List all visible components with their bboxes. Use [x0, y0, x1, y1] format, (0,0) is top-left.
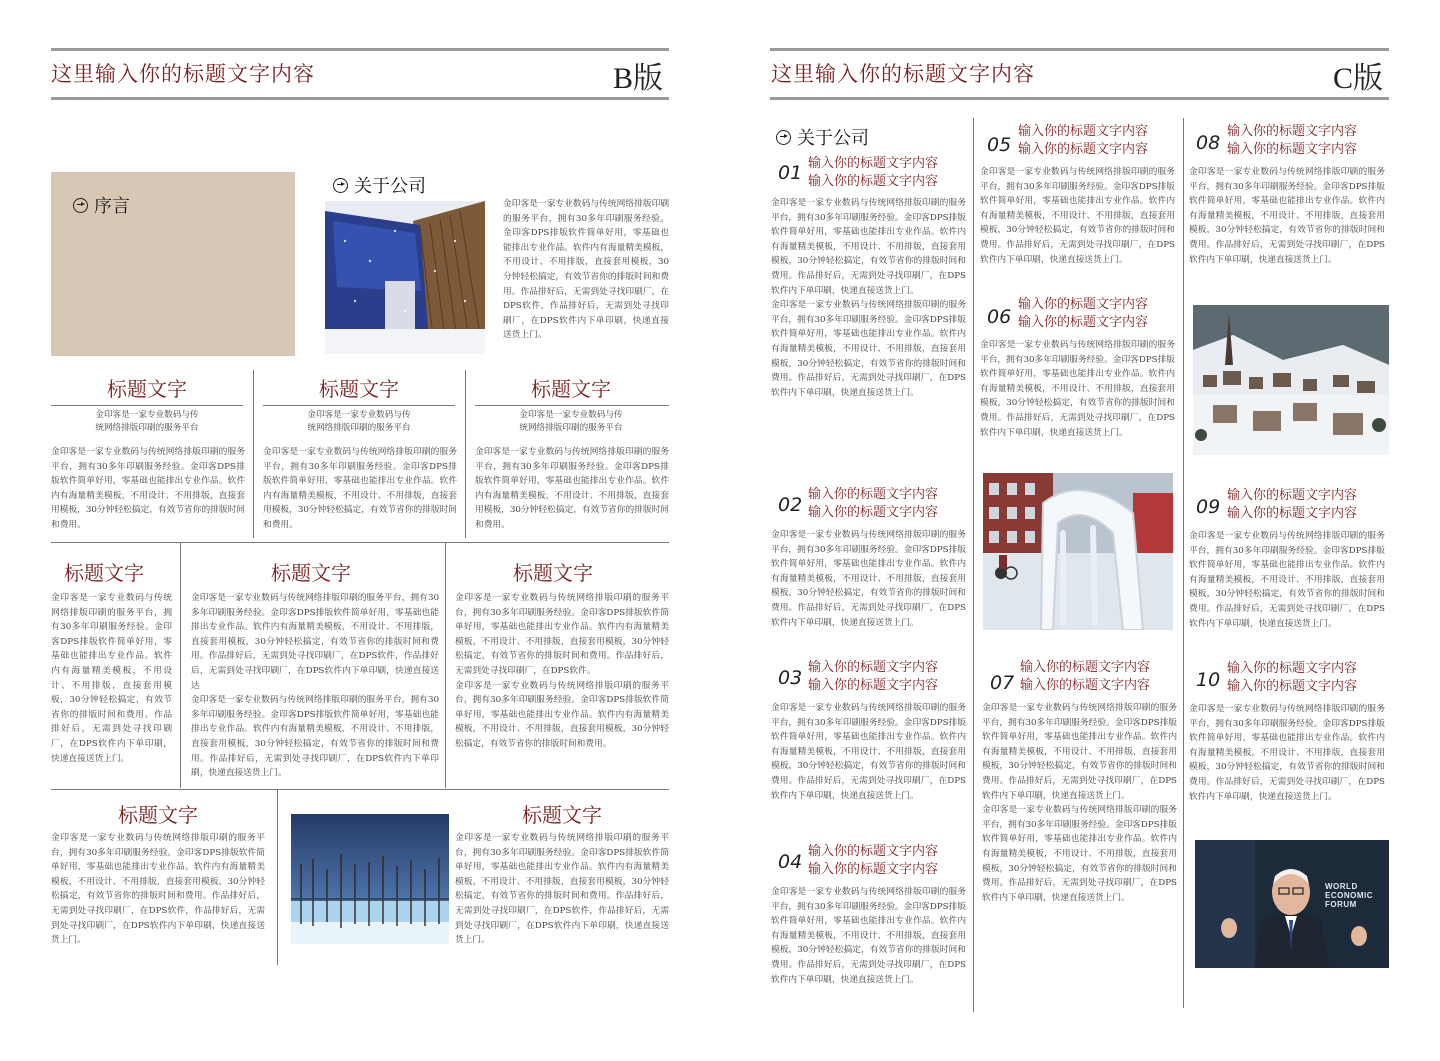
- section-subtitle: 金印客是一家专业数码与传 统网络排版印刷的服务平台: [519, 410, 623, 433]
- section-subtitle: 金印客是一家专业数码与传 统网络排版印刷的服务平台: [307, 410, 411, 433]
- item-number: 06: [987, 306, 1012, 328]
- frozen-street-photo: [983, 473, 1173, 630]
- item-body: 金印客是一家专业数码与传统网络排版印刷的服务平台，拥有30多年印刷服务经验。金印客DPS排版软件简单好用，零基础也能排出专业作品。软件内有海量精美模板，不用设计、不用排版，直接套用模板，30分钟轻松搞定，有效节省你的排版时间和费用。作品排好后，无需到处寻找印刷厂，在DPS软件内下单印刷，快递直接送货上门。 金印客是一家专业数码与传统网络排版印刷的服务平台，拥有30多年印刷服务经验。金印客DPS排版软件简单好用，零基础也能排出专业作品。软件内有海量精美模板，不用设计、不用排版，直接套用模板，30分钟轻松搞定，有效节省你的排版时间和费用。作品排好后，无需到处寻找印刷厂，在DPS软件内下单印刷，快递直接送货上门。: [771, 198, 966, 398]
- item-title-line: 输入你的标题文字内容: [808, 505, 939, 520]
- section-body: 金印客是一家专业数码与传统网络排版印刷的服务平台，拥有30多年印刷服务经验。金印客DPS排版软件简单好用，零基础也能排出专业作品。软件内有海量精美模板，不用设计、不用排版，直接套用模板，30分钟轻松搞定，有效节省你的排版时间和费用。作品排好后，无需到处寻找印刷厂，在DPS软件内下单印刷，快递直接送货上门。: [51, 593, 172, 764]
- item-body: 金印客是一家专业数码与传统网络排版印刷的服务平台，拥有30多年印刷服务经验。金印客DPS排版软件简单好用，零基础也能排出专业作品。软件内有海量精美模板，不用设计、不用排版，直接套用模板，30分钟轻松搞定，有效节省你的排版时间和费用。作品排好后，无需到处寻找印刷厂，在DPS软件内下单印刷，快递直接送货上门。: [1189, 167, 1385, 265]
- item-number: 01: [778, 162, 803, 184]
- item-title-line: 输入你的标题文字内容: [1018, 124, 1149, 139]
- arrow-right-circle-icon: [73, 198, 88, 213]
- forum-sign: WORLD ECONOMIC FORUM: [1325, 882, 1373, 909]
- item-title-line: 输入你的标题文字内容: [808, 862, 939, 877]
- item-title-line: 输入你的标题文字内容: [808, 156, 939, 171]
- preface-heading: [73, 192, 130, 218]
- section-body: 金印客是一家专业数码与传统网络排版印刷的服务平台，拥有30多年印刷服务经验。金印客DPS排版软件简单好用，零基础也能排出专业作品。软件内有海量精美模板，不用设计、不用排版，直接套用模板，30分钟轻松搞定，有效节省你的排版时间和费用。作品排好后，无需到处寻找印刷厂，在DPS软件，作品排好后，无需到处寻找印刷厂，在DPS软件内下单印刷，快递直接送达 金印客是一家专业数码与传统网络排版印刷的服务平台，拥有30多年印刷服务经验。金印客DPS排版软件简单好用，零基础也能排出专业作品。软件内有海量精美模板，不用设计、不用排版，直接套用模板，30分钟轻松搞定，有效节省你的排版时间和费用。作品排好后，无需到处寻找印刷厂，在DPS软件内下单印刷，快递直接送货上门。: [191, 593, 439, 779]
- item-body: 金印客是一家专业数码与传统网络排版印刷的服务平台，拥有30多年印刷服务经验。金印客DPS排版软件简单好用，零基础也能排出专业作品。软件内有海量精美模板，不用设计、不用排版，直接套用模板，30分钟轻松搞定，有效节省你的排版时间和费用。作品排好后，无需到处寻找印刷厂，在DPS软件内下单印刷，快递直接送货上门。: [980, 340, 1175, 438]
- item-title-line: 输入你的标题文字内容: [1018, 297, 1149, 312]
- item-body: 金印客是一家专业数码与传统网络排版印刷的服务平台，拥有30多年印刷服务经验。金印客DPS排版软件简单好用，零基础也能排出专业作品。软件内有海量精美模板，不用设计、不用排版，直接套用模板，30分钟轻松搞定，有效节省你的排版时间和费用。作品排好后，无需到处寻找印刷厂，在DPS软件内下单印刷，快递直接送货上门。: [980, 167, 1175, 265]
- item-body: 金印客是一家专业数码与传统网络排版印刷的服务平台，拥有30多年印刷服务经验。金印客DPS排版软件简单好用，零基础也能排出专业作品。软件内有海量精美模板，不用设计、不用排版，直接套用模板，30分钟轻松搞定，有效节省你的排版时间和费用。作品排好后，无需到处寻找印刷厂，在DPS软件内下单印刷，快递直接送货上门。: [771, 887, 966, 985]
- item-title-line: 输入你的标题文字内容: [1020, 678, 1151, 693]
- section-title: 标题文字: [513, 561, 593, 585]
- item-body: 金印客是一家专业数码与传统网络排版印刷的服务平台，拥有30多年印刷服务经验。金印客DPS排版软件简单好用，零基础也能排出专业作品。软件内有海量精美模板，不用设计、不用排版，直接套用模板，30分钟轻松搞定，有效节省你的排版时间和费用。作品排好后，无需到处寻找印刷厂，在DPS软件内下单印刷，快递直接送货上门。: [1189, 704, 1385, 802]
- divider: [180, 543, 181, 788]
- section-title: 标题文字: [271, 561, 351, 585]
- about-heading: [333, 172, 426, 198]
- item-body: 金印客是一家专业数码与传统网络排版印刷的服务平台，拥有30多年印刷服务经验。金印客DPS排版软件简单好用，零基础也能排出专业作品。软件内有海量精美模板，不用设计、不用排版，直接套用模板，30分钟轻松搞定，有效节省你的排版时间和费用。作品排好后，无需到处寻找印刷厂，在DPS软件内下单印刷，快递直接送货上门。 金印客是一家专业数码与传统网络排版印刷的服务平台，拥有30多年印刷服务经验。金印客DPS排版软件简单好用，零基础也能排出专业作品。软件内有海量精美模板，不用设计、不用排版，直接套用模板，30分钟轻松搞定，有效节省你的排版时间和费用。作品排好后，无需到处寻找印刷厂，在DPS软件内下单印刷，快递直接送货上门。: [982, 703, 1177, 903]
- item-title-line: 输入你的标题文字内容: [1227, 506, 1358, 521]
- section-title: 标题文字: [118, 803, 198, 827]
- divider: [475, 405, 669, 406]
- divider: [253, 370, 254, 538]
- section-body: 金印客是一家专业数码与传统网络排版印刷的服务平台，拥有30多年印刷服务经验。金印客DPS排版软件简单好用，零基础也能排出专业作品。软件内有海量精美模板，不用设计、不用排版，直接套用模板，30分钟轻松搞定，有效节省你的排版时间和费用。: [263, 447, 457, 530]
- section-subtitle: 金印客是一家专业数码与传 统网络排版印刷的服务平台: [95, 410, 199, 433]
- item-title-line: 输入你的标题文字内容: [1227, 679, 1358, 694]
- divider: [263, 405, 455, 406]
- divider: [465, 370, 466, 538]
- item-number: 09: [1196, 496, 1221, 518]
- left-header-rule: [51, 97, 669, 100]
- section-title: 标题文字: [522, 803, 602, 827]
- item-title-line: 输入你的标题文字内容: [1227, 142, 1358, 157]
- building-snow-photo: [325, 201, 485, 354]
- section-title: 标题文字: [64, 561, 144, 585]
- about-body: 金印客是一家专业数码与传统网络排版印刷的服务平台，拥有30多年印刷服务经验。金印客DPS排版软件简单好用，零基础也能排出专业作品。软件内有海量精美模板，不用设计、不用排版，直接套用模板，30分钟轻松搞定，有效节省你的排版时间和费用。作品排好后，无需到处寻找印刷厂，在DPS软件，作品排好后，无需到处寻找印刷厂，在DPS软件内下单印刷，快递直接送货上门。: [503, 199, 669, 341]
- right-page-mark: C版: [1333, 62, 1384, 95]
- section-body: 金印客是一家专业数码与传统网络排版印刷的服务平台，拥有30多年印刷服务经验。金印客DPS排版软件简单好用，零基础也能排出专业作品。软件内有海量精美模板，不用设计、不用排版，直接套用模板，30分钟轻松搞定，有效节省你的排版时间和费用。作品排好后，无需到处寻找印刷厂，在DPS软件。 金印客是一家专业数码与传统网络排版印刷的服务平台，拥有30多年印刷服务经验。金印客DPS排版软件简单好用，零基础也能排出专业作品。软件内有海量精美模板，不用设计、不用排版，直接套用模板，30分钟轻松搞定，有效节省你的排版时间和费用。: [455, 593, 669, 749]
- item-number: 04: [778, 851, 803, 873]
- divider: [51, 789, 669, 790]
- right-about-label: 关于公司: [797, 128, 869, 149]
- left-top-rule: [51, 48, 669, 51]
- divider: [51, 542, 669, 543]
- winter-trees-photo: [291, 814, 449, 944]
- right-top-rule: [770, 48, 1389, 51]
- right-about-heading: [776, 124, 869, 150]
- item-number: 10: [1196, 669, 1221, 691]
- winter-town-photo: [1193, 305, 1389, 455]
- section-body: 金印客是一家专业数码与传统网络排版印刷的服务平台，拥有30多年印刷服务经验。金印客DPS排版软件简单好用，零基础也能排出专业作品。软件内有海量精美模板，不用设计、不用排版，直接套用模板，30分钟轻松搞定，有效节省你的排版时间和费用。: [51, 447, 245, 530]
- preface-block: [51, 172, 295, 356]
- item-number: 07: [990, 672, 1015, 694]
- section-body: 金印客是一家专业数码与传统网络排版印刷的服务平台，拥有30多年印刷服务经验。金印客DPS排版软件简单好用，零基础也能排出专业作品。软件内有海量精美模板，不用设计、不用排版，直接套用模板，30分钟轻松搞定，有效节省你的排版时间和费用。作品排好后，无需到处寻找印刷厂，在DPS软件，作品排好后，无需到处寻找印刷厂，在DPS软件内下单印刷，快递直接送货上门。: [455, 833, 669, 946]
- item-title-line: 输入你的标题文字内容: [808, 174, 939, 189]
- item-number: 02: [778, 494, 803, 516]
- item-title-line: 输入你的标题文字内容: [1018, 142, 1149, 157]
- forum-speaker-photo: [1195, 840, 1389, 968]
- item-title-line: 输入你的标题文字内容: [808, 844, 939, 859]
- item-body: 金印客是一家专业数码与传统网络排版印刷的服务平台，拥有30多年印刷服务经验。金印客DPS排版软件简单好用，零基础也能排出专业作品。软件内有海量精美模板，不用设计、不用排版，直接套用模板，30分钟轻松搞定，有效节省你的排版时间和费用。作品排好后，无需到处寻找印刷厂，在DPS软件内下单印刷，快递直接送货上门。: [771, 703, 966, 801]
- item-body: 金印客是一家专业数码与传统网络排版印刷的服务平台，拥有30多年印刷服务经验。金印客DPS排版软件简单好用，零基础也能排出专业作品。软件内有海量精美模板，不用设计、不用排版，直接套用模板，30分钟轻松搞定，有效节省你的排版时间和费用。作品排好后，无需到处寻找印刷厂，在DPS软件内下单印刷，快递直接送货上门。: [771, 530, 966, 628]
- preface-label: 序言: [94, 196, 130, 217]
- section-title: 标题文字: [319, 377, 399, 401]
- item-title-line: 输入你的标题文字内容: [1020, 660, 1151, 675]
- arrow-right-circle-icon: [776, 130, 791, 145]
- item-title-line: 输入你的标题文字内容: [808, 678, 939, 693]
- section-title: 标题文字: [531, 377, 611, 401]
- arrow-right-circle-icon: [333, 178, 348, 193]
- item-title-line: 输入你的标题文字内容: [1227, 661, 1358, 676]
- item-number: 08: [1196, 132, 1221, 154]
- section-body: 金印客是一家专业数码与传统网络排版印刷的服务平台，拥有30多年印刷服务经验。金印客DPS排版软件简单好用，零基础也能排出专业作品。软件内有海量精美模板，不用设计、不用排版，直接套用模板，30分钟轻松搞定，有效节省你的排版时间和费用。: [475, 447, 669, 530]
- about-heading-label: 关于公司: [354, 176, 426, 197]
- item-title-line: 输入你的标题文字内容: [808, 660, 939, 675]
- section-title: 标题文字: [107, 377, 187, 401]
- item-number: 03: [778, 667, 803, 689]
- right-page-title: 这里输入你的标题文字内容: [771, 62, 1035, 86]
- item-title-line: 输入你的标题文字内容: [1227, 124, 1358, 139]
- item-title-line: 输入你的标题文字内容: [808, 487, 939, 502]
- section-body: 金印客是一家专业数码与传统网络排版印刷的服务平台，拥有30多年印刷服务经验。金印客DPS排版软件简单好用，零基础也能排出专业作品。软件内有海量精美模板，不用设计、不用排版，直接套用模板，30分钟轻松搞定，有效节省你的排版时间和费用。作品排好后，无需到处寻找印刷厂，在DPS软件，作品排好后，无需到处寻找印刷厂，在DPS软件内下单印刷，快递直接送货上门。: [51, 833, 265, 946]
- item-title-line: 输入你的标题文字内容: [1018, 315, 1149, 330]
- column-divider: [973, 118, 974, 1012]
- column-divider: [1183, 118, 1184, 1008]
- item-title-line: 输入你的标题文字内容: [1227, 488, 1358, 503]
- divider: [51, 405, 243, 406]
- right-header-rule: [770, 97, 1389, 100]
- divider: [445, 543, 446, 788]
- left-page-mark: B版: [613, 62, 664, 95]
- item-number: 05: [987, 134, 1012, 156]
- left-page-title: 这里输入你的标题文字内容: [51, 62, 315, 86]
- item-body: 金印客是一家专业数码与传统网络排版印刷的服务平台，拥有30多年印刷服务经验。金印客DPS排版软件简单好用，零基础也能排出专业作品。软件内有海量精美模板，不用设计、不用排版，直接套用模板，30分钟轻松搞定，有效节省你的排版时间和费用。作品排好后，无需到处寻找印刷厂，在DPS软件内下单印刷，快递直接送货上门。: [1189, 531, 1385, 629]
- divider: [277, 790, 278, 965]
